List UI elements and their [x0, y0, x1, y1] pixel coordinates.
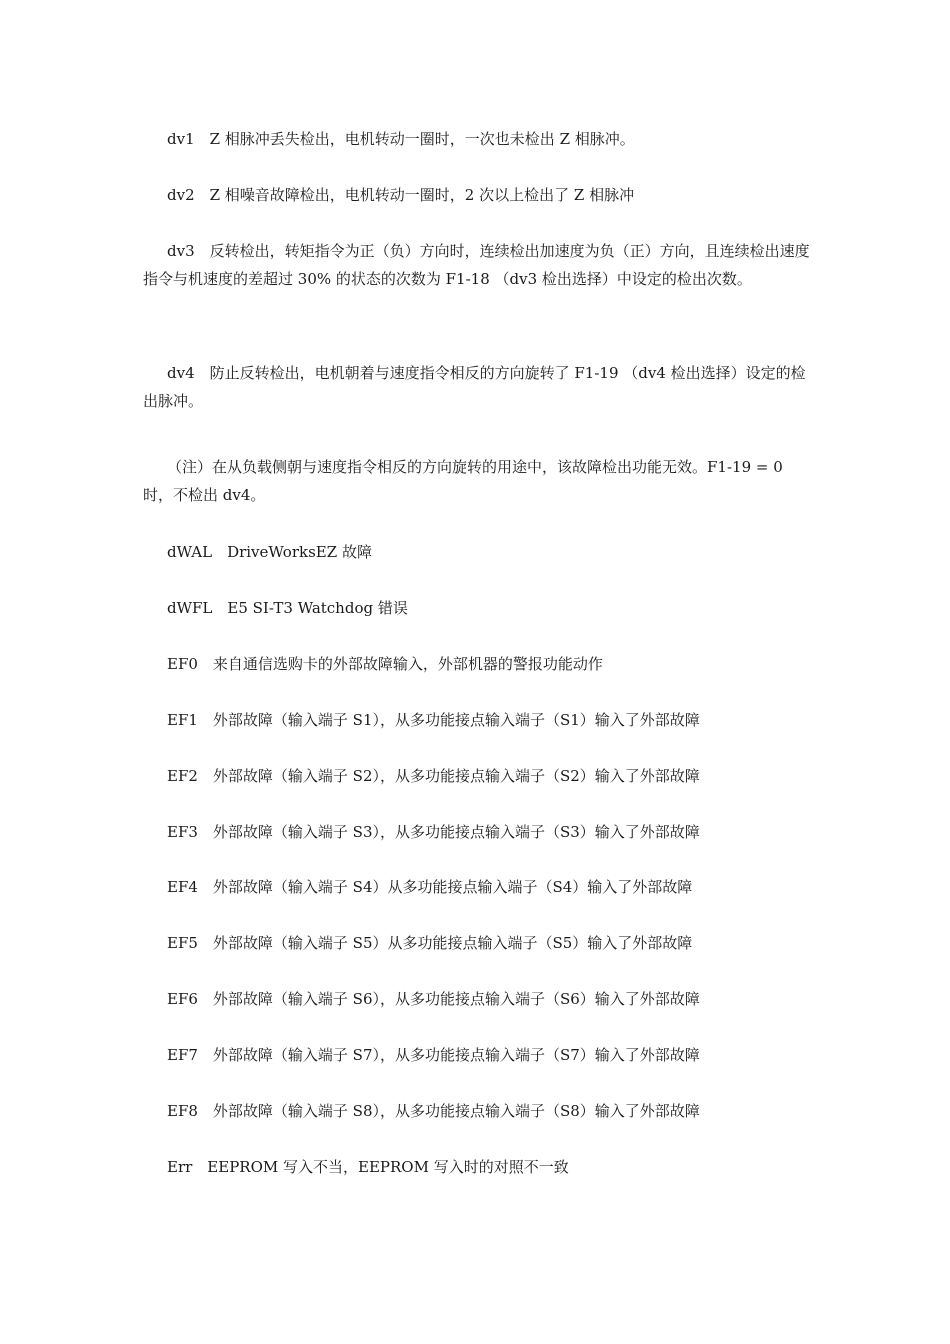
paragraph-ef0: EF0 来自通信选购卡的外部故障输入，外部机器的警报功能动作: [167, 655, 603, 673]
paragraph-note: （注）在从负载侧朝与速度指令相反的方向旋转的用途中，该故障检出功能无效。F1-19 = 0 时，不检出 dv4。: [143, 458, 788, 504]
paragraph-ef1: EF1 外部故障（输入端子 S1），从多功能接点输入端子（S1）输入了外部故障: [167, 711, 700, 729]
paragraph-ef3: EF3 外部故障（输入端子 S3），从多功能接点输入端子（S3）输入了外部故障: [167, 823, 700, 841]
paragraph-ef4: EF4 外部故障（输入端子 S4）从多功能接点输入端子（S4）输入了外部故障: [167, 878, 693, 896]
paragraph-ef5: EF5 外部故障（输入端子 S5）从多功能接点输入端子（S5）输入了外部故障: [167, 934, 693, 952]
paragraph-ef2: EF2 外部故障（输入端子 S2），从多功能接点输入端子（S2）输入了外部故障: [167, 767, 700, 785]
paragraph-dwfl: dWFL E5 SI-T3 Watchdog 错误: [167, 599, 408, 617]
paragraph-dv3: dv3 反转检出，转矩指令为正（负）方向时，连续检出加速度为负（正）方向，且连续检出速度指令与机速度的差超过 30% 的状态的次数为 F1-18 （dv3 检出选择）中设定的检出次数。: [143, 242, 810, 288]
paragraph-ef6: EF6 外部故障（输入端子 S6），从多功能接点输入端子（S6）输入了外部故障: [167, 990, 700, 1008]
paragraph-ef7: EF7 外部故障（输入端子 S7），从多功能接点输入端子（S7）输入了外部故障: [167, 1046, 700, 1064]
paragraph-dv2: dv2 Z 相噪音故障检出，电机转动一圈时，2 次以上检出了 Z 相脉冲: [167, 186, 635, 204]
paragraph-dv1: dv1 Z 相脉冲丢失检出，电机转动一圈时，一次也未检出 Z 相脉冲。: [167, 130, 635, 148]
paragraph-ef8: EF8 外部故障（输入端子 S8），从多功能接点输入端子（S8）输入了外部故障: [167, 1102, 700, 1120]
paragraph-dv4: dv4 防止反转检出，电机朝着与速度指令相反的方向旋转了 F1-19 （dv4 检出选择）设定的检出脉冲。: [143, 364, 806, 410]
paragraph-err: Err EEPROM 写入不当，EEPROM 写入时的对照不一致: [167, 1158, 569, 1176]
paragraph-dwal: dWAL DriveWorksEZ 故障: [167, 543, 372, 561]
